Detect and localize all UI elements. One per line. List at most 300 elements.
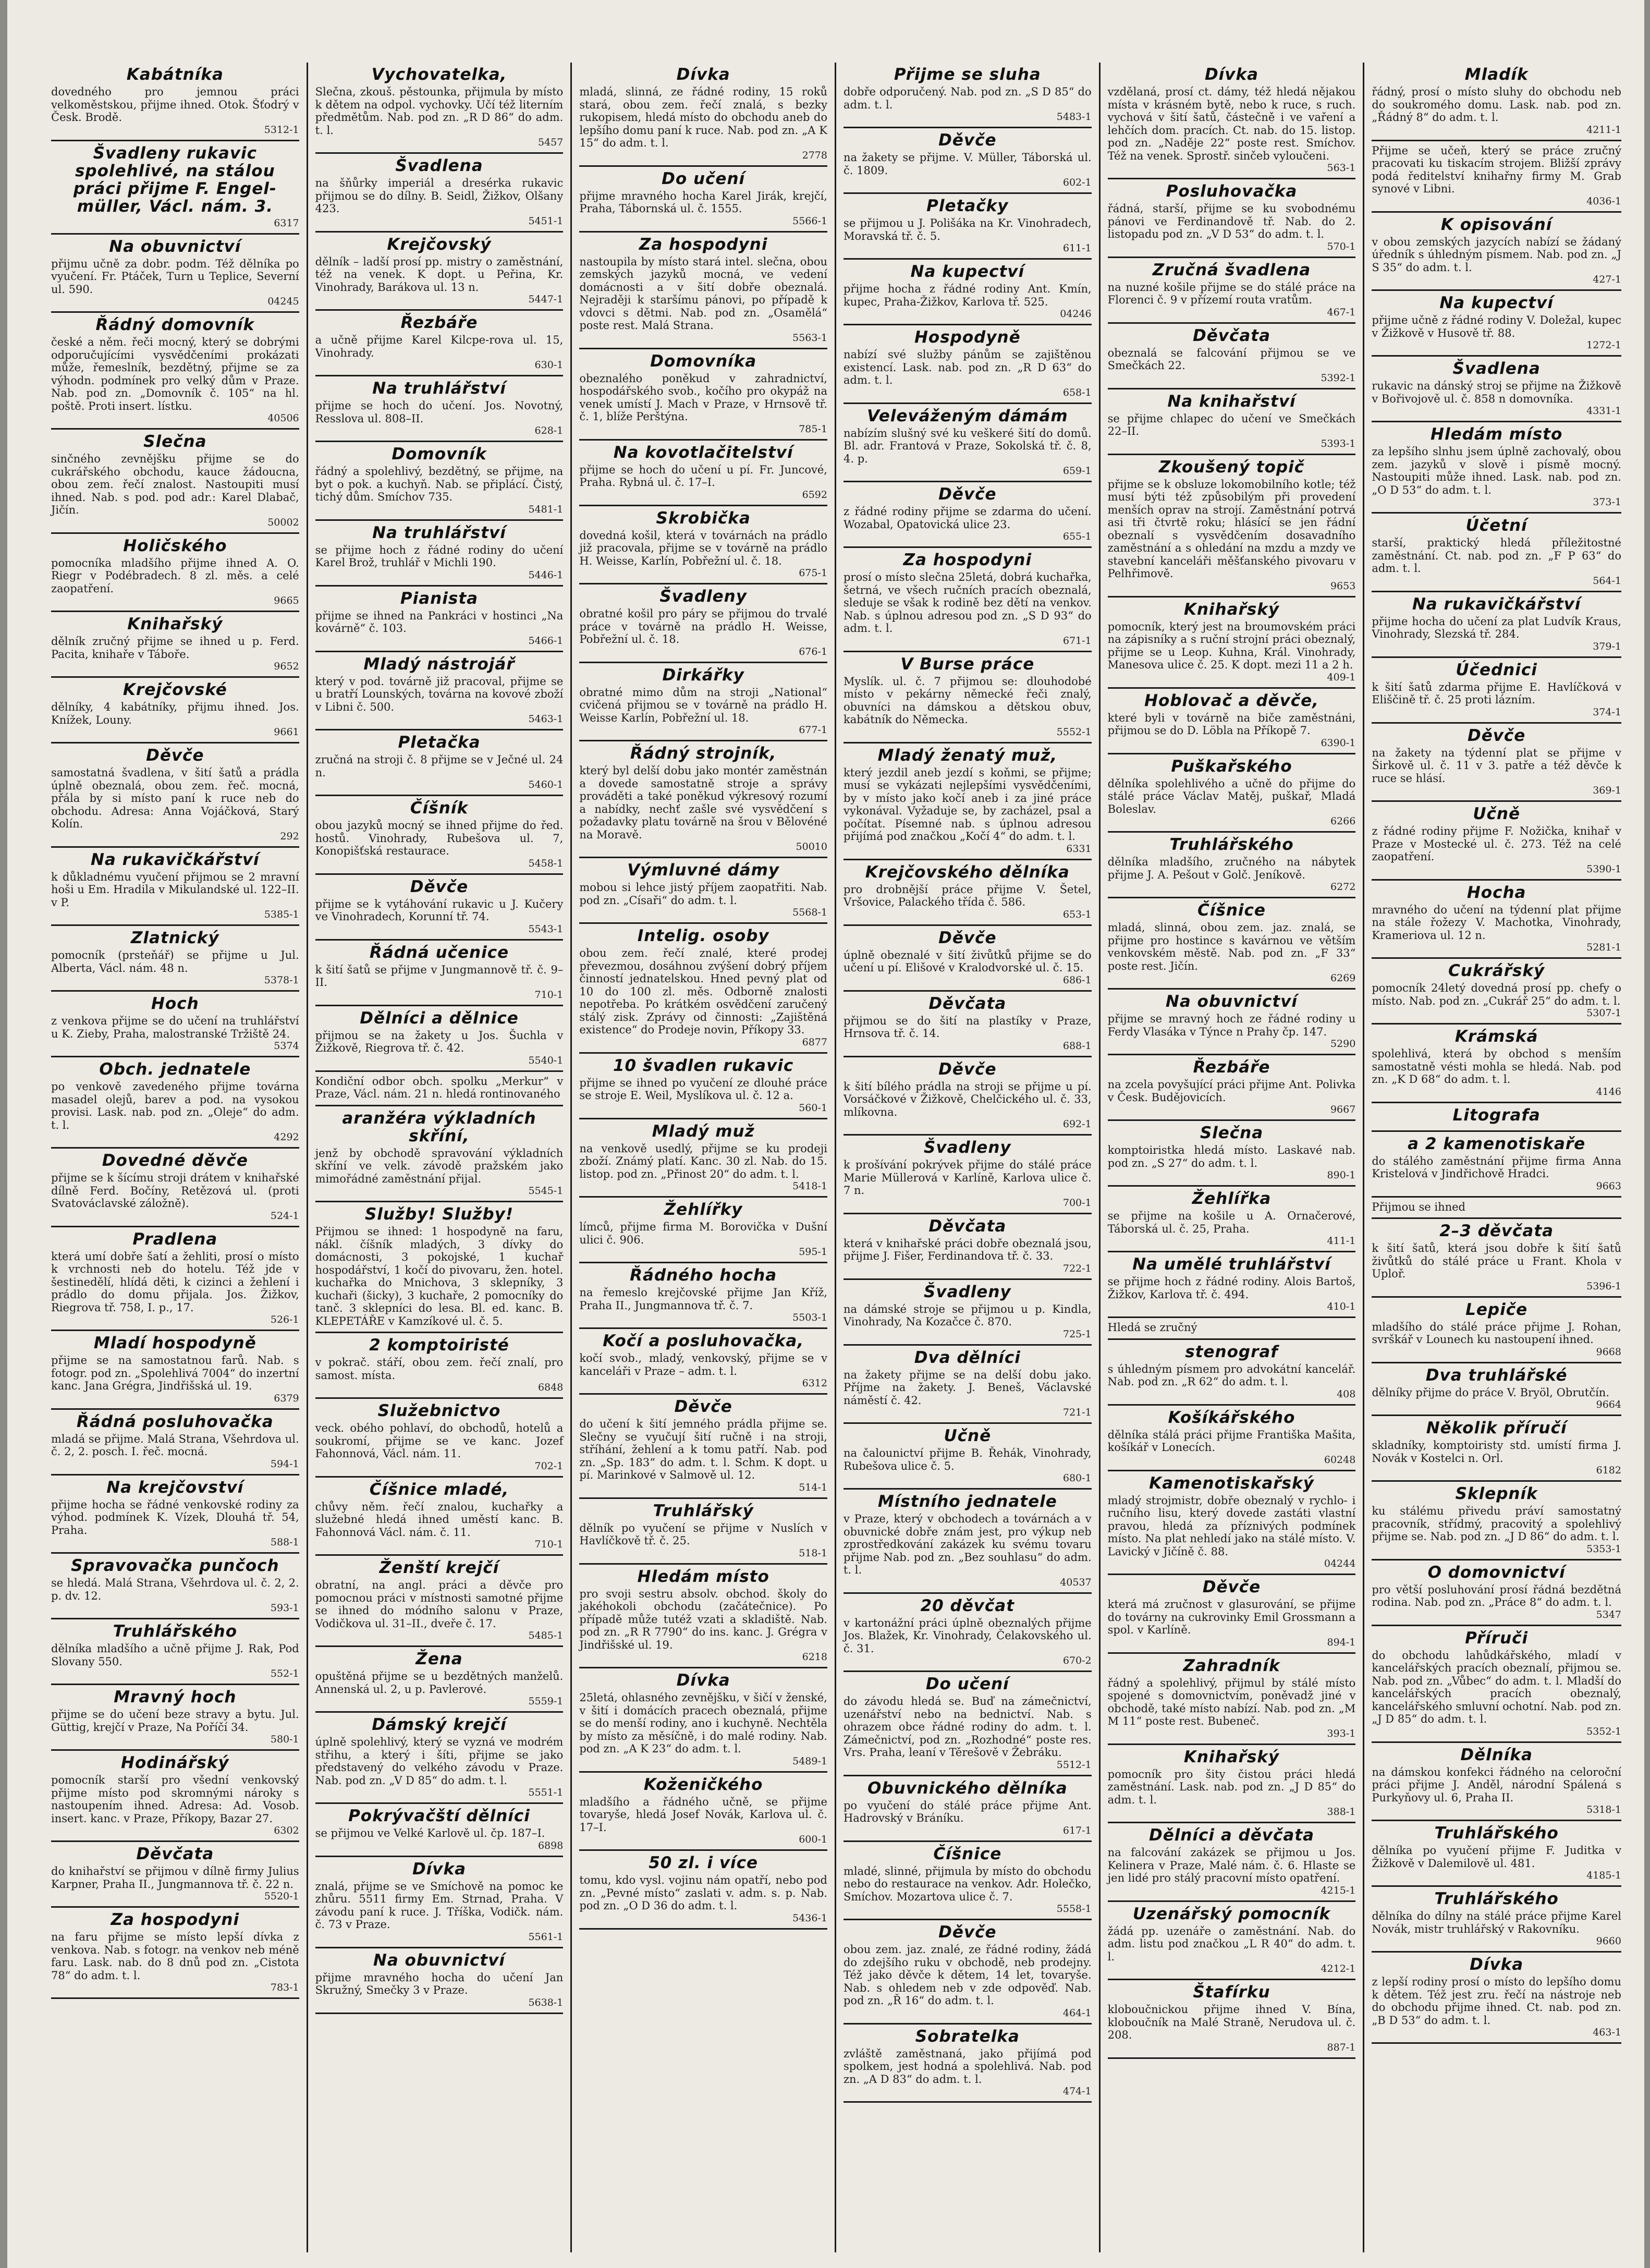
ad-heading: Služebnictvo — [377, 1401, 501, 1420]
ad-code: 9668 — [1596, 1346, 1621, 1358]
ad-body: který byl delší dobu jako montér zaměstnán a dovede samostatně stroje a správy prováděti a také poněkud výkresový rozumí a nabídky, nechť zašle své vysvědčení s požadavky platu továrně na šrou v Bělovéné na Moravě. — [579, 764, 827, 841]
ad-heading: Řádná učenice — [369, 943, 509, 962]
ad-heading: Hocha — [1466, 883, 1526, 902]
classified-ad — [51, 1227, 299, 1332]
newspaper-page — [7, 0, 1644, 2268]
ad-heading: Děvče — [938, 131, 997, 150]
ad-heading: aranžéra výkladních skříní, — [342, 1108, 536, 1145]
classified-ad — [579, 167, 827, 233]
column-3 — [572, 63, 836, 2252]
ad-body: dělníka po vyučení přijme F. Juditka v Žižkově v Dalemilově ul. 481. — [1372, 1844, 1621, 1870]
ad-code: 463-1 — [1593, 2027, 1621, 2038]
ad-heading: Řádného hocha — [630, 1266, 777, 1285]
ad-heading: Puškařského — [1171, 757, 1292, 776]
ad-body: pomocník 24letý dovedná prosí pp. chefy o místo. Nab. pod zn. „Cukrář 25“ do adm. t. l. — [1372, 982, 1621, 1007]
ad-heading: Řezbáře — [1193, 1058, 1270, 1077]
ad-body: na řemeslo krejčovské přijme Jan Kříž, Praha II., Jungmannova tř. č. 7. — [579, 1286, 827, 1312]
ad-heading: Ženští krejčí — [379, 1558, 499, 1577]
ad-heading: Za hospodyni — [639, 235, 768, 254]
ad-heading: Několik příručí — [1426, 1419, 1567, 1437]
ad-code: 6269 — [1330, 972, 1356, 984]
ad-body: české a něm. řeči mocný, který se dobrými odporučujícími vysvědčeními prokázati může, řemeslník, bezdětný, přijme se za výhodn. podmínek pro velký dům v Praze. Nab. pod zn. „Domovník č. 105“ na hl. poště. Proti insert. lístku. — [51, 336, 299, 412]
ad-body: přijme se k obsluze lokomobilního kotle; též musí býti též způsobilým při provedení menších oprav na strojí. Zaměstnání potrvá asi tři čtvrtě roku; hlásící se jen řádní obeznalí s vysvědčením dosavadního zaměstnání a s ohledání na mzdu a mzdy ve stavební kanceláři měšťanského pivovaru v Pelhřimově. — [1107, 478, 1356, 580]
ad-heading: 20 děvčat — [920, 1596, 1015, 1615]
ad-body: jenž by obchodě spravování výkladních skříní ve velk. závodě pražském jako mimořádné zaměstnání přijal. — [315, 1147, 564, 1185]
ad-heading: stenograf — [1185, 1342, 1278, 1361]
ad-heading: Pletačka — [398, 733, 481, 752]
ad-heading: Švadleny — [924, 1138, 1011, 1157]
classified-ad — [315, 1106, 564, 1203]
ad-body: v kartonážní práci úplně obeznalých přijme Jos. Blažek, Kr. Vinohrady, Čelakovského ul. č. 31. — [843, 1616, 1092, 1655]
ad-heading: Lepiče — [1465, 1300, 1528, 1319]
ad-heading: Příruči — [1465, 1628, 1529, 1648]
classified-ad — [579, 506, 827, 585]
ad-body: přijme hocha z řádné rodiny Ant. Kmín, kupec, Praha-Žižkov, Karlova tř. 525. — [843, 283, 1092, 308]
ad-body: veck. obého pohlaví, do obchodů, hotelů a soukromí, přijme se ve kanc. Jozef Fahonnová, Václ. nám. 11. — [315, 1422, 564, 1460]
ad-code: 563-1 — [1327, 162, 1356, 174]
ad-body: se přijmou u J. Polišáka na Kr. Vinohradech, Moravská tř. č. 5. — [843, 217, 1092, 242]
classified-ad — [1108, 1902, 1356, 1981]
ad-body: na dámské stroje se přijmou u p. Kindla, Vinohrady, Na Kozačce č. 870. — [843, 1302, 1092, 1328]
ad-code: 369-1 — [1593, 785, 1621, 796]
ad-body: úplně obeznalé v šití živůtků přijme se do učení u pí. Elišové v Kralodvorské ul. č. 15. — [843, 948, 1092, 974]
ad-body: se přijmou ve Velké Karlově ul. čp. 187–I. — [315, 1827, 545, 1839]
classified-ad — [1108, 689, 1356, 754]
ad-body: přijme se hoch do učení. Jos. Novotný, Resslova ul. 808–II. — [315, 399, 564, 425]
ad-body: přijme hocha do učení za plat Ludvík Kraus, Vinohrady, Slezská tř. 284. — [1372, 615, 1621, 640]
ad-code: 710-1 — [534, 989, 564, 1001]
ad-body: vzdělaná, prosí ct. dámy, též hledá nějakou místa v krásném bytě, nebo k ruce, s ruch. vychová v šití šatů, částečně i ve vaření a lehčích dom. pracích. Ct. nab. do 15. listop. pod zn. „Naděje 22“ poste rest. Smíchov. Též na venek. Sprostř. sinčeb vyloučeni. — [1107, 86, 1356, 162]
ad-code: 5281-1 — [1586, 942, 1621, 953]
ad-heading: Kamenotiskařský — [1149, 1473, 1314, 1493]
ad-code: 5436-1 — [792, 1912, 827, 1924]
classified-ad — [579, 1395, 827, 1499]
ad-code: 6592 — [802, 489, 827, 501]
ad-heading: Švadleny rukavic spolehlivé, na stálou práci přijme F. Engel-müller, Václ. nám. 3. — [73, 143, 277, 216]
classified-ad — [1372, 357, 1621, 422]
ad-body: k šití šatů se přijme v Jungmannově tř. č. 9–II. — [315, 963, 564, 989]
classified-ad — [844, 992, 1092, 1057]
ad-heading: Děvčata — [928, 1216, 1007, 1236]
ad-body: sinčného zevnějšku přijme se do cukrářského obchodu, kauce žádoucna, obou zem. řečí znalost. Nastoupiti musí ihned. Nab. s pod. pod adr.: Karel Dlabač, Jičín. — [51, 453, 299, 516]
ad-code: 628-1 — [534, 425, 564, 436]
ad-body: nabízím slušný své ku veškeré šití do domů. Bl. adr. Frantová v Praze, Sokolská tř. č. 8, 4. p. — [843, 426, 1092, 465]
ad-code: 9653 — [1330, 580, 1356, 592]
classified-ad — [844, 194, 1092, 260]
ad-body: nastoupila by místo stará intel. slečna, obou zemských jazyků mocná, ve vedení domácnosti a v šití dobře obeznalá. Nejraději k staršímu pánovi, po případě k vdovci s dětmi. Nab. pod zn. „Osamělá“ poste rest. Malá Strana. — [579, 255, 827, 332]
classified-ad — [844, 1057, 1092, 1136]
ad-heading: Kočí a posluhovačka, — [603, 1332, 804, 1350]
classified-ad — [1108, 455, 1356, 598]
ad-heading: Zahradník — [1183, 1656, 1280, 1675]
classified-ad — [1372, 1025, 1621, 1103]
ad-body: po vyučení do stálé práce přijme Ant. Hadrovský v Bráníku. — [843, 1799, 1092, 1824]
ad-heading: Pianista — [400, 589, 479, 608]
ad-heading: Dívka — [412, 1859, 467, 1879]
ad-code: 5485-1 — [528, 1630, 564, 1641]
ad-code: 617-1 — [1062, 1824, 1092, 1836]
ad-heading: Děvče — [938, 485, 997, 504]
ad-body: opuštěná přijme se u bezdětných manželů. Annenská ul. 2, u p. Pavlerové. — [315, 1670, 564, 1696]
classified-columns — [44, 63, 1629, 2252]
ad-body: která umí dobře šatí a žehliti, prosí o místo k vrchnosti neb do hotelu. Též jde v šestinedělí, hlídá děti, k cizinci a žehlení i prádlo do domu přijala. Jos. Žižkov, Riegrova tř. 758, I. p., 17. — [51, 1250, 299, 1314]
classified-ad — [1372, 1953, 1621, 2044]
ad-body: mladé, slinné, přijmula by místo do obchodu nebo do restaurace na venkov. Adr. Holečko, Smíchov. Mozartova ulice č. 7. — [843, 1864, 1092, 1903]
ad-heading: Na truhlářství — [372, 379, 506, 398]
ad-heading: Děvče — [1202, 1578, 1261, 1596]
ad-code: 611-1 — [1062, 242, 1092, 254]
ad-code: 600-1 — [799, 1834, 827, 1845]
ad-code: 5559-1 — [528, 1696, 564, 1707]
ad-heading: Dámský krejčí — [372, 1715, 507, 1734]
ad-code: 588-1 — [270, 1537, 299, 1548]
ad-code: 894-1 — [1327, 1636, 1356, 1648]
classified-ad — [579, 924, 827, 1054]
classified-ad — [315, 941, 564, 1006]
ad-body: mladá, slinná, ze řádné rodiny, 15 roků stará, obou zem. řečí znalá, s bezky rukopisem, hledá místo do obchodu aneb do lepšího domu paní k ruce. Nab. pod zn. „A K 15“ do adm. t. l. — [579, 86, 827, 149]
classified-ad — [579, 663, 827, 742]
classified-ad — [844, 1594, 1092, 1673]
ad-heading: Dovedné děvče — [102, 1151, 248, 1170]
ad-heading: Na krejčovství — [106, 1478, 244, 1497]
ad-body: přijme se do učení beze stravy a bytu. Jul. Güttig, krejčí v Praze, Na Poříčí 34. — [51, 1708, 299, 1734]
classified-ad — [51, 141, 299, 235]
ad-body: v Praze, který v obchodech a továrnách a v obuvnické dobře znám jest, pro výkup neb zprostředkování zakázek ku svému tovaru přijme Nab. pod zn. „Bez souhlasu“ do adm. t. l. — [843, 1513, 1092, 1576]
ad-body: k důkladnému vyučení přijmou se 2 mravní hoši u Em. Hradila v Mikulandské ul. 122–II. v P. — [51, 870, 299, 909]
ad-body: skladníky, komptoiristy std. umístí firma J. Novák v Kostelci n. Orl. — [1372, 1439, 1621, 1465]
classified-ad — [1372, 1198, 1621, 1220]
classified-ad — [579, 1851, 827, 1930]
classified-ad — [1372, 1626, 1621, 1743]
classified-ad — [844, 1280, 1092, 1346]
ad-code: 595-1 — [799, 1246, 827, 1258]
ad-code: 4331-1 — [1586, 405, 1621, 417]
ad-body: obou zem. jaz. znalé, ze řádné rodiny, žádá do zdejšího ruku v obchodě, neb prodejny. Též jako děvče k dětem, 14 let, tovaryše. Nab. s ohledem neb v zde odpověď. Nab. pod zn. „Ř 16“ do adm. t. l. — [843, 1943, 1092, 2007]
ad-heading: 2–3 děvčata — [1439, 1222, 1554, 1240]
ad-heading: Dirkářky — [662, 665, 744, 685]
classified-ad — [51, 313, 299, 430]
ad-body: k prošívání pokrývek přijme do stálé práce Marie Müllerová v Karlíně, Karlova ulice č. 7 n. — [843, 1159, 1092, 1197]
ad-heading: Hledám místo — [637, 1567, 769, 1586]
ad-heading: Hospodyně — [914, 328, 1021, 347]
ad-body: pomocníka mladšího přijme ihned A. O. Riegr v Podébradech. 8 zl. měs. a celé zaopatření. — [51, 556, 299, 595]
ad-heading: Slečna — [1200, 1124, 1264, 1142]
ad-heading: Intelig. osoby — [637, 926, 769, 945]
ad-body: obou zem. řečí znalé, které prodej převezmou, dosáhnou zvýšení dobrý příjem činností jednatelskou. Hned pevný plat od 10 do 100 zl. měs. Odborně znalosti nepotřeba. Po krátkém osvědčení zaručený stálý zisk. Zprávy od činnosti: „Zajištěná existence“ do Prodeje novin, Příkopy 33. — [579, 947, 827, 1036]
classified-ad — [844, 1424, 1092, 1490]
ad-code: 700-1 — [1062, 1197, 1092, 1209]
ad-code: 5558-1 — [1056, 1903, 1092, 1915]
ad-body: do knihařství se přijmou v dílně firmy Julius Karpner, Praha II., Jungmannova tř. č. 22 n. — [51, 1865, 299, 1891]
classified-ad — [579, 858, 827, 924]
ad-body: pro větší posluhování prosí řádná bezdětná rodina. Nab. pod zn. „Práce 8“ do adm. t. l. — [1372, 1583, 1621, 1608]
ad-code: 9652 — [274, 661, 299, 672]
ad-code: 411-1 — [1327, 1235, 1356, 1247]
ad-code: 725-1 — [1062, 1328, 1092, 1340]
classified-ad — [1108, 1187, 1356, 1252]
ad-heading: Holičského — [123, 536, 227, 555]
ad-code: 5353-1 — [1586, 1543, 1621, 1555]
ad-heading: Řezbáře — [400, 313, 478, 332]
ad-body: přijme se ihned na Pankráci v hostinci „Na kovárně“ č. 103. — [315, 609, 564, 635]
ad-heading: Krámská — [1455, 1027, 1538, 1046]
ad-code: 6379 — [274, 1392, 299, 1404]
ad-body: Slečna, zkouš. pěstounka, přijmula by místo k dětem na odpol. vychovky. Učí též literním předmětům. Nab. pod zn. „R D 86“ do adm. t. l. — [315, 86, 564, 137]
ad-code: 5540-1 — [528, 1054, 564, 1066]
classified-ad — [1108, 990, 1356, 1055]
ad-body: do závodu hledá se. Buď na zámečnictví, uzenářství nebo na bednictví. Nab. s ohrazem obce řádné rodiny do adm. t. l. Zámečnictví, pod zn. „Rozhodné“ poste res. Vrs. Praha, leaní v Těrešově v Žebráku. — [843, 1695, 1092, 1759]
ad-body: komptoiristka hledá místo. Laskavé nab. pod zn. „S 27“ do adm. t. l. — [1107, 1144, 1356, 1169]
ad-body: mladšího a řádného učně, se přijme tovaryše, hledá Josef Novák, Karlova ul. č. 17–I. — [579, 1795, 827, 1834]
ad-code: 570-1 — [1327, 240, 1356, 252]
ad-code: 4212-1 — [1321, 1963, 1356, 1974]
ad-heading: Na kupectví — [1439, 294, 1554, 312]
ad-code: 5566-1 — [792, 215, 827, 227]
ad-heading: Na obuvnictví — [373, 1950, 506, 1970]
ad-body: na žakety se přijme. V. Müller, Táborská ul. č. 1809. — [843, 151, 1092, 177]
ad-heading: a 2 kamenotiskaře — [1408, 1134, 1586, 1153]
ad-code: 6877 — [802, 1036, 827, 1048]
ad-body: spolehlivá, která by obchod s menším samostatně vésti mohla se hledá. Nab. pod zn. „K D 68“ do adm. t. l. — [1372, 1047, 1621, 1086]
ad-heading: Hodinářský — [121, 1753, 229, 1772]
classified-ad — [844, 1490, 1092, 1594]
classified-ad — [51, 1685, 299, 1751]
ad-code: 5390-1 — [1586, 863, 1621, 875]
ad-body: na žakety na týdenní plat se přijme v Širkově ul. č. 11 v 3. patře a též děvče k ruce se hlásí. — [1372, 746, 1621, 785]
ad-code: 427-1 — [1593, 274, 1621, 285]
ad-heading: Dělníka — [1460, 1745, 1533, 1764]
classified-ad — [579, 1668, 827, 1773]
classified-ad — [579, 1054, 827, 1119]
ad-code: 785-1 — [799, 423, 827, 435]
ad-heading: Na knihařství — [1167, 392, 1296, 411]
ad-body: dovedná košil, která v továrnách na prádlo již pracovala, přijme se v továrně na prádlo H. Weisse, Karlín, Pobřežní ul. č. 18. — [579, 529, 827, 567]
classified-ad — [1108, 1980, 1356, 2059]
ad-code: 677-1 — [799, 724, 827, 736]
ad-code: 6218 — [802, 1651, 827, 1663]
ad-body: přijmu učně za dobr. podm. Též dělníka po vyučení. Fr. Ptáček, Turn u Teplice, Severní ul. 590. — [51, 257, 299, 296]
ad-code: 670-2 — [1062, 1655, 1092, 1666]
ad-code: 722-1 — [1062, 1262, 1092, 1274]
ad-body: Hledá se zručný — [1107, 1321, 1197, 1334]
ad-code: 564-1 — [1593, 575, 1621, 587]
ad-body: k šití šatů, která jsou dobře k šití šatů živůtků do stálé práce u Frant. Khola v Uploř. — [1372, 1242, 1621, 1280]
ad-body: se přijme hoch z řádné rodiny. Alois Bartoš, Žižkov, Karlova tř. č. 494. — [1107, 1275, 1356, 1301]
ad-heading: K opisování — [1440, 215, 1553, 234]
ad-body: ku stálému přivedu práví samostatný pracovník, střídmý, pracovitý a spolehlivý přijme se. Nab. pod zn. „J D 86“ do adm. t. l. — [1372, 1505, 1621, 1543]
ad-body: dělníka mladšího a učně přijme J. Rak, Pod Slovany 550. — [51, 1642, 299, 1668]
ad-code: 1272-1 — [1586, 339, 1621, 351]
ad-code: 688-1 — [1062, 1040, 1092, 1052]
ad-code: 552-1 — [270, 1668, 299, 1679]
ad-body: tomu, kdo vysl. vojinu nám opatří, nebo pod zn. „Pevné místo“ zaslati v. adm. s. p. Nab. pod zn. „O D 36 do adm. t. l. — [579, 1874, 827, 1912]
ad-code: 4185-1 — [1586, 1870, 1621, 1881]
classified-ad — [579, 1119, 827, 1198]
classified-ad — [315, 154, 564, 233]
classified-ad — [51, 1751, 299, 1842]
ad-heading: Číšnice — [933, 1844, 1002, 1863]
ad-heading: Vychovatelka, — [371, 65, 507, 84]
ad-heading: Žehlířky — [664, 1200, 743, 1219]
ad-heading: V Burse práce — [900, 654, 1035, 674]
classified-ad — [315, 796, 564, 875]
ad-heading: Mravný hoch — [114, 1688, 237, 1706]
classified-ad — [579, 349, 827, 441]
classified-ad — [315, 311, 564, 376]
ad-heading: Výmluvné dámy — [627, 861, 780, 880]
ad-heading: Děvče — [146, 746, 204, 765]
classified-ad — [51, 534, 299, 613]
ad-heading: Cukrářský — [1448, 961, 1545, 980]
ad-code: 5458-1 — [528, 857, 564, 869]
ad-body: dobře odporučený. Nab. pod zn. „S D 85“ do adm. t. l. — [843, 86, 1092, 111]
ad-code: 5503-1 — [792, 1312, 827, 1323]
ad-body: řádný a spolehlivý, bezdětný, se přijme, na byt o pok. a kuchyň. Nab. se připlácí. Čistý, tichý dům. Smíchov 735. — [315, 465, 564, 503]
classified-ad — [315, 63, 564, 154]
ad-heading: Děvče — [410, 877, 469, 896]
ad-heading: Dva truhlářské — [1425, 1365, 1568, 1385]
ad-code: 5460-1 — [528, 779, 564, 790]
ad-code: 60248 — [1324, 1454, 1356, 1466]
ad-code: 6848 — [537, 1382, 564, 1393]
ad-code: 6266 — [1330, 815, 1356, 827]
classified-ad — [315, 233, 564, 311]
ad-body: k šití šatů zdarma přijme E. Havlíčková v Eliščině tř. č. 25 proti lázním. — [1372, 680, 1621, 706]
ad-heading: Skrobička — [656, 508, 751, 528]
ad-code: 4292 — [274, 1131, 299, 1143]
ad-body: rukavic na dánský stroj se přijme na Žižkově v Bořivojově ul. č. 858 n domovníka. — [1372, 380, 1621, 405]
ad-heading: Číšník — [410, 799, 469, 818]
ad-body: dělníka stálá práci přijme Františka Mašita, košíkář v Lonecích. — [1107, 1428, 1356, 1454]
ad-body: starší, praktický hledá příležitostné zaměstnání. Ct. nab. pod zn. „F P 63“ do adm. t. l. — [1372, 536, 1621, 575]
ad-body: pomocník (prsteňář) se přijme u Jul. Alberta, Václ. nám. 48 n. — [51, 949, 299, 974]
ad-heading: Dívka — [676, 65, 730, 84]
ad-code: 5463-1 — [528, 713, 564, 725]
classified-ad — [1372, 1821, 1621, 1887]
ad-heading: Přijme se sluha — [894, 65, 1041, 84]
classified-ad — [1108, 898, 1356, 990]
ad-body: dovedného pro jemnou práci velkoměstskou, přijme ihned. Otok. Šťodrý v Česk. Brodě. — [51, 86, 299, 124]
ad-body: na šňůrky imperiál a dresérka rukavic přijmou se do dílny. B. Seidl, Žižkov, Olšany 423. — [315, 177, 564, 215]
ad-code: 04245 — [267, 296, 299, 307]
ad-heading: Slečna — [143, 432, 207, 451]
classified-ad — [1108, 179, 1356, 258]
classified-ad — [1108, 1823, 1356, 1902]
ad-body: na falcování zakázek se přijmou u Jos. Kelinera v Praze, Malé nám. č. 6. Hlaste se jen lidé pro stálý pracovní místo opatření. — [1107, 1846, 1356, 1884]
ad-body: do stálého zaměstnání přijme firma Anna Kristelová v Jindřichově Hradci. — [1372, 1154, 1621, 1180]
classified-ad — [51, 1149, 299, 1227]
ad-code: 40506 — [267, 412, 299, 424]
ad-body: obratné mimo dům na stroji „National“ cvičená přijmou se v továrně na prádlo H. Weisse Karlín, Pobřežní ul. 18. — [579, 686, 827, 724]
ad-body: a učně přijme Karel Kilcpe-rova ul. 15, Vinohrady. — [315, 334, 564, 359]
ad-code: 5457 — [537, 137, 564, 148]
ad-code: 2778 — [802, 149, 827, 161]
ad-body: přijmou se na žakety u Jos. Šuchla v Žižkově, Riegrova tř. č. 42. — [315, 1029, 564, 1054]
classified-ad — [51, 430, 299, 534]
classified-ad — [51, 1476, 299, 1554]
ad-heading: Na rukavičkářství — [90, 850, 260, 869]
classified-ad — [1372, 881, 1621, 959]
classified-ad — [51, 235, 299, 313]
ad-body: na faru přijme se místo lepší dívka z venkova. Nab. s fotogr. na venkov neb méně faru. Lask. nab. do 8 dnů pod zn. „Cistota 78“ do adm. t. l. — [51, 1931, 299, 1982]
ad-code: 5374 — [274, 1040, 299, 1052]
ad-heading: Děvčata — [928, 994, 1007, 1013]
ad-heading: Místního jednatele — [877, 1492, 1057, 1511]
ad-heading: Koženičkého — [643, 1775, 763, 1794]
classified-ad — [1372, 1103, 1621, 1132]
ad-body: dělníky přijme do práce V. Bryöl, Obrutčín. — [1372, 1386, 1610, 1399]
ad-code: 40537 — [1060, 1576, 1092, 1588]
ad-code: 379-1 — [1593, 640, 1621, 652]
ad-code: 890-1 — [1327, 1169, 1356, 1181]
ad-heading: Truhlářského — [1169, 835, 1294, 854]
classified-ad — [315, 1556, 564, 1647]
classified-ad — [51, 848, 299, 926]
ad-code: 5568-1 — [792, 907, 827, 918]
ad-body: řádná, starší, přijme se ku svobodnému pánovi ve Ferdinandově tř. Nab. do 2. listopadu pod zn. „V D 53“ do adm. t. l. — [1107, 202, 1356, 240]
ad-heading: Služby! Služby! — [364, 1205, 514, 1224]
ad-heading: Účetní — [1465, 516, 1527, 535]
classified-ad — [1372, 1887, 1621, 1953]
ad-heading: Sklepník — [1455, 1484, 1538, 1503]
ad-body: mladá se přijme. Malá Strana, Všehrdova ul. č. 2, 2. posch. I. řeč. mocná. — [51, 1432, 299, 1458]
ad-heading: Knihařský — [127, 615, 223, 633]
ad-heading: Na obuvnictví — [109, 237, 241, 256]
ad-code: 4036-1 — [1586, 195, 1621, 207]
ad-heading: Zručná švadlena — [1152, 260, 1311, 279]
ad-heading: Mladý ženatý muž, — [877, 746, 1058, 765]
ad-heading: O domovnictví — [1427, 1563, 1566, 1582]
classified-ad — [844, 482, 1092, 548]
ad-code: 5378-1 — [264, 974, 299, 986]
ad-body: řádný a spolehlivý, přijmul by stálé místo spojené s domovnictvím, poněvadž jiné v obchodě, také místo nabízí. Nab. pod zn. „M M 11“ poste rest. Bubeneč. — [1107, 1676, 1356, 1727]
ad-body: který jezdil aneb jezdí s koňmi, se přijme; musí se vykázati nejlepšími vysvědčeními, by v místo jako kočí aneb i za jiné práce vykonával. Vyžaduje se, by zacházel, psal a počítat. Písemné nab. s úplnou adresou přijímá pod značkou „Kočí 4“ do adm. t. l. — [843, 766, 1092, 843]
ad-heading: Knihařský — [1183, 1747, 1280, 1766]
classified-ad — [844, 63, 1092, 128]
classified-ad — [1372, 1743, 1621, 1822]
ad-body: Přijme se učeň, který se práce zručný pracovati ku tiskacím strojem. Bližší zprávy podá ředitelství knihařny firmy M. Grab synové v Libni. — [1372, 144, 1621, 195]
ad-code: 602-1 — [1062, 177, 1092, 188]
classified-ad — [844, 1776, 1092, 1842]
ad-heading: Děvčata — [136, 1845, 214, 1863]
ad-heading: Hoblovač a děvče, — [1144, 691, 1319, 710]
ad-code: 593-1 — [270, 1602, 299, 1614]
ad-code: 50002 — [267, 516, 299, 528]
ad-body: Přijmou se ihned: 1 hospodyně na faru, nákl. číšník mladých, 3 dívky do domácnosti, 3 pokojské, 1 kuchař hospodářství, 1 kočí do pivovaru, žen. hotel. kuchařka do Mnichova, 3 sklepníky, 3 kuchaři (šicky), 3 kuchaře, 2 pomocníky do tanč. 3 sklepníci do lesa. Bl. ed. kanc. B. KLEPETÁŘE v Kamzíkové ul. č. 5. — [315, 1225, 564, 1327]
ad-heading: Spravovačka punčoch — [71, 1556, 279, 1575]
ad-heading: Dívka — [676, 1671, 730, 1690]
ad-code: 5312-1 — [264, 124, 299, 136]
ad-code: 594-1 — [270, 1458, 299, 1470]
ad-heading: 50 zl. i více — [649, 1854, 759, 1872]
ad-code: 5393-1 — [1321, 437, 1356, 449]
classified-ad — [579, 1499, 827, 1565]
classified-ad — [1372, 1482, 1621, 1560]
ad-code: 5385-1 — [264, 909, 299, 920]
ad-code: 5396-1 — [1586, 1280, 1621, 1292]
ad-code: 655-1 — [1062, 531, 1092, 542]
classified-ad — [1108, 258, 1356, 324]
ad-body: do učení k šití jemného prádla přijme se. Slečny se vyučují šití ručně i na stroji, stříhání, žehlení a k tomu patří. Nab. pod zn. „Sp. 183“ do adm. t. l. Schm. K dopt. u pí. Marinkové v Salmově ul. 12. — [579, 1418, 827, 1481]
ad-code: 9660 — [1596, 1935, 1621, 1947]
ad-body: znalá, přijme se ve Smíchově na pomoc ke zhůru. 5511 firmy Em. Strnad, Praha. V závodu paní k ruce. J. Tříška, Vodičk. nám. č. 73 v Praze. — [315, 1880, 564, 1931]
ad-body: přijme učně z řádné rodiny V. Doležal, kupec v Žižkově v Husově tř. 88. — [1372, 314, 1621, 339]
ad-heading: Hoch — [151, 994, 199, 1013]
ad-code: 9665 — [274, 595, 299, 606]
classified-ad — [1108, 598, 1356, 689]
ad-code: 5520-1 — [264, 1891, 299, 1902]
classified-ad — [1108, 1575, 1356, 1654]
